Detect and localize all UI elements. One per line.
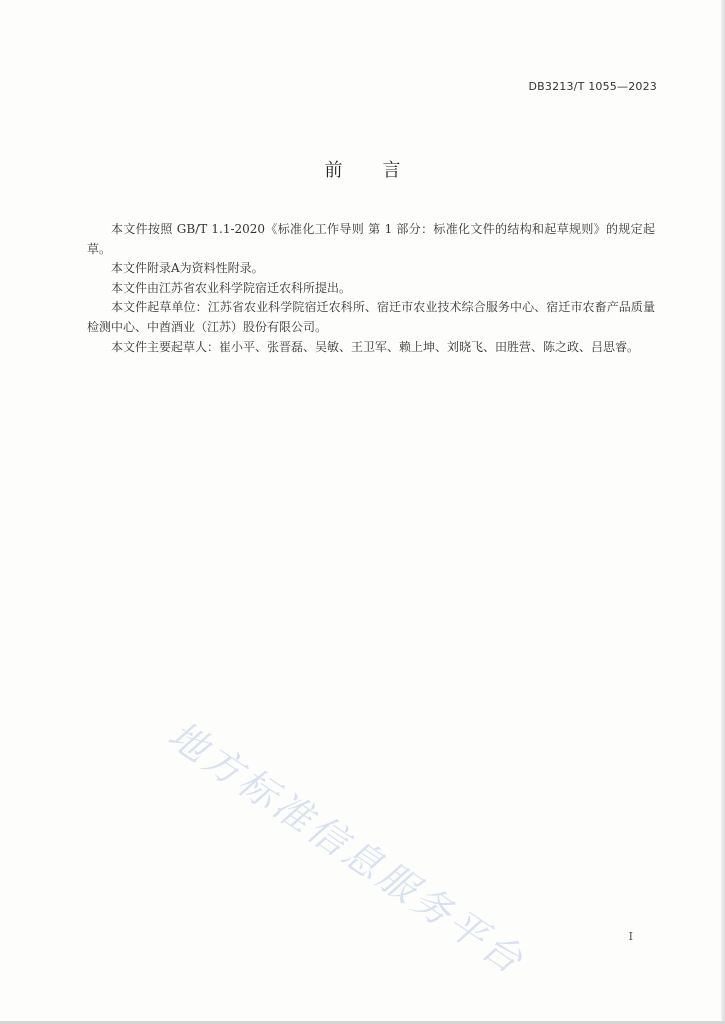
paragraph-proposer: 本文件由江苏省农业科学院宿迁农科所提出。 [111, 280, 352, 295]
watermark: 地方标准信息服务平台 [160, 712, 534, 984]
paragraph-drafting-units: 本文件起草单位：江苏省农业科学院宿迁农科所、宿迁市农业技术综合服务中心、宿迁市农畜产品质量检测中心、中酋酒业（江苏）股份有限公司。 [87, 300, 655, 334]
paragraph-drafting-basis: 本文件按照 GB/T 1.1-2020《标准化工作导则 第 1 部分：标准化文件的结构和起草规则》的规定起草。 [87, 222, 655, 256]
document-code: DB3213/T 1055—2023 [528, 80, 657, 93]
scan-edge [721, 0, 725, 1024]
paragraph-drafters: 本文件主要起草人：崔小平、张晋磊、吴敏、王卫军、赖上坤、刘晓飞、田胜营、陈之政、吕思睿。 [111, 339, 640, 354]
foreword-body [87, 220, 655, 357]
page-number: I [628, 930, 633, 943]
page-title: 前言 [324, 160, 441, 181]
paragraph-appendix: 本文件附录A为资料性附录。 [111, 261, 264, 276]
